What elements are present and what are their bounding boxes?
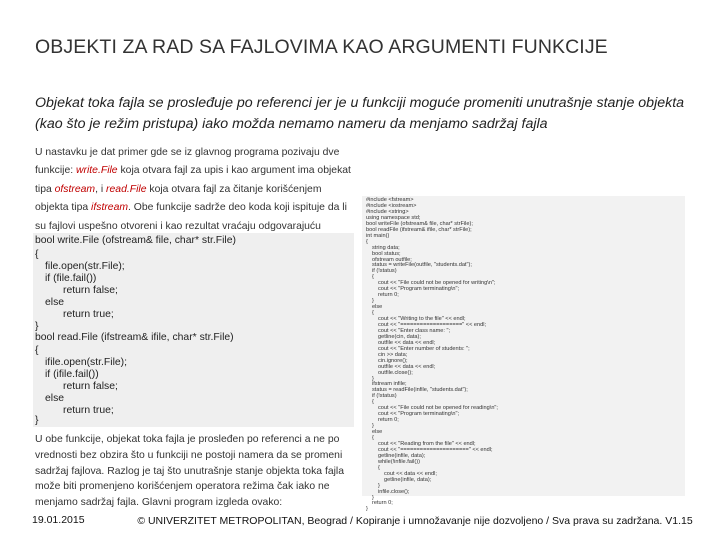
code-line: return 0;	[372, 500, 393, 507]
code-line: }	[35, 321, 39, 332]
code-line: status = writeFile(outfile, "students.dat");	[372, 262, 472, 269]
code-line: cout << data << endl;	[384, 470, 437, 477]
read-file-ref: read.File	[106, 183, 147, 195]
code-line: outfile.close();	[378, 369, 413, 376]
code-line: if (!status)	[372, 393, 397, 400]
code-line: infile.close();	[378, 488, 410, 495]
code-line: cout << "Program terminating\n";	[378, 411, 460, 418]
intro-text-7: koja otvara fajl za čitanje korišćenjem objekta tipa	[35, 183, 322, 214]
code-line: int main()	[366, 232, 390, 239]
code-line: }	[372, 298, 374, 305]
code-line: {	[35, 249, 39, 260]
code-line: else	[372, 429, 383, 436]
code-line: ifstream infile;	[372, 381, 407, 388]
slide-subtitle: Objekat toka fajla se prosleđuje po referenci jer je u funkciji moguće promeniti unutrašnje stanje objekta (kao što je režim pristupa) iako možda nemamo nameru da menjamo sadržaj fajla	[35, 95, 685, 132]
intro-text-3: koja otvara fajl za upis i kao argument ima objekat tipa	[35, 165, 351, 195]
code-line: cin.ignore();	[378, 357, 408, 364]
write-file-ref: write.File	[76, 165, 118, 177]
code-line: }	[366, 506, 368, 513]
code-line: cout << "Reading from the file" << endl;	[378, 440, 476, 447]
code-line: while(!infile.fail())	[378, 458, 420, 465]
code-line: #include <string>	[366, 208, 409, 215]
footer-date: 19.01.2015	[32, 514, 85, 526]
code-line: return false;	[63, 381, 118, 392]
main-program-code-block	[362, 196, 685, 513]
code-line: {	[372, 310, 374, 317]
code-line: {	[35, 345, 39, 356]
code-line: #include <iostream>	[366, 202, 417, 209]
code-line: getline(infile, data);	[378, 452, 426, 459]
code-line: }	[35, 415, 39, 426]
ofstream-ref: ofstream	[54, 183, 96, 195]
code-line: cout << "=====================" << endl;	[378, 446, 493, 453]
code-line: {	[372, 399, 374, 406]
code-line: }	[372, 375, 374, 382]
code-line: {	[372, 435, 374, 441]
code-line: cout << "Enter number of students: ";	[378, 345, 470, 352]
code-line: cout << "Program terminating\n";	[378, 286, 460, 293]
code-line: cout << "===================" << endl;	[378, 321, 487, 328]
code-line: return 0;	[378, 292, 399, 299]
code-line: {	[366, 238, 368, 245]
intro-text-1: U nastavku je dat primer gde se iz glavnog programa pozivaju dve funkcije:	[35, 147, 340, 177]
intro-text-5: , i	[95, 183, 107, 195]
intro-text-9: . Obe funkcije sadrže deo koda koji ispituje da li su fajlovi uspešno otvoreni i kao rezultat vraćaju odgovarajuću	[35, 202, 347, 232]
ifstream-ref: ifstream	[91, 202, 128, 214]
code-line: if (file.fail())	[45, 273, 97, 284]
code-line: return true;	[63, 309, 114, 320]
code-line: }	[372, 494, 374, 501]
code-line: bool write.File (ofstream& file, char* str.File)	[35, 235, 236, 246]
code-line: bool read.File (ifstream& ifile, char* str.File)	[35, 332, 234, 343]
code-line: return true;	[63, 405, 114, 416]
code-line: }	[378, 482, 380, 489]
code-line: ofstream outfile;	[372, 256, 412, 263]
code-line: else	[45, 297, 65, 308]
function-code-block	[33, 233, 354, 427]
code-line: getline(cin, data);	[378, 333, 421, 340]
outro-paragraph: U obe funkcije, objekat toka fajla je prosleđen po referenci a ne po vrednosti bez obzira što u funkciji ne postoji namera da se promeni sadržaj fajlova. Razlog je taj što unutrašnje stanje objekta toka fajla može biti promenjeno korišćenjem operatora režima čak iako ne menjamo sadržaj fajla. Glavni program izgleda ovako:	[35, 434, 345, 509]
code-line: else	[45, 393, 65, 404]
code-line: ifile.open(str.File);	[45, 357, 127, 368]
code-line: cout << "File could not be opened for writing\n";	[378, 280, 496, 287]
slide-title: OBJEKTI ZA RAD SA FAJLOVIMA KAO ARGUMENTI FUNKCIJE	[35, 36, 608, 58]
code-line: outfile << data << endl;	[378, 363, 436, 370]
code-line: if (!status)	[372, 268, 397, 275]
code-line: cout << "File could not be opened for reading\n";	[378, 405, 498, 412]
code-line: if (ifile.fail())	[45, 369, 99, 380]
code-line: using namespace std;	[366, 214, 421, 221]
code-line: return 0;	[378, 417, 399, 424]
code-line: getline(infile, data);	[384, 476, 432, 483]
code-line: else	[372, 304, 383, 311]
intro-paragraph	[35, 144, 353, 234]
code-line: string data;	[372, 244, 400, 251]
code-line: bool readFile (ifstream& ifile, char* strFile);	[366, 226, 472, 233]
code-line: cout << "Writing to the file" << endl;	[378, 316, 466, 322]
code-line: cout << "Enter class name: ";	[378, 327, 451, 334]
code-line: #include <fstream>	[366, 197, 414, 203]
code-line: outfile << data << endl;	[378, 339, 436, 346]
code-line: file.open(str.File);	[45, 261, 125, 272]
code-line: {	[378, 464, 380, 471]
code-line: status = readFile(infile, "students.dat");	[372, 387, 468, 394]
footer-copyright: © UNIVERZITET METROPOLITAN, Beograd / Kopiranje i umnožavanje nije dozvoljeno / Sva prava su zadržana. V1.15	[137, 515, 693, 527]
code-line: bool status;	[372, 250, 401, 257]
code-line: return false;	[63, 285, 118, 296]
code-line: cin >> data;	[378, 351, 408, 358]
code-line: bool writeFile (ofstream& file, char* strFile);	[366, 220, 473, 227]
code-line: }	[372, 423, 374, 430]
code-line: {	[372, 274, 374, 281]
